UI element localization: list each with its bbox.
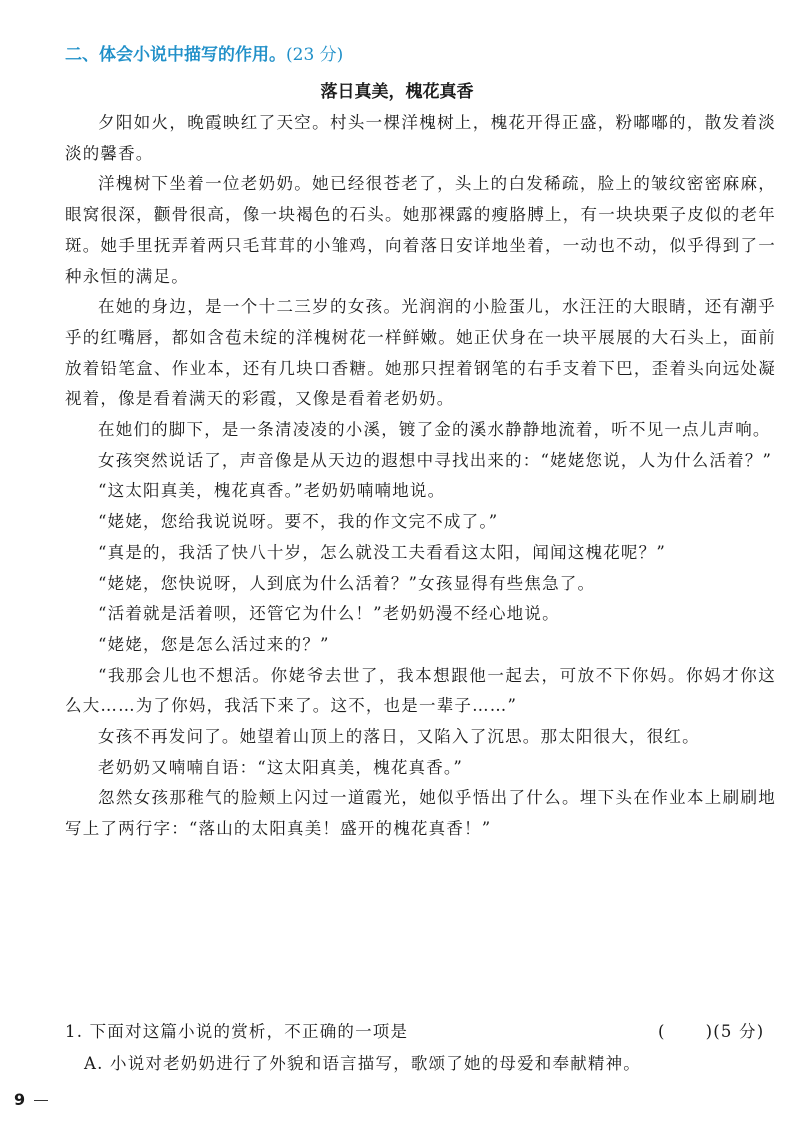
paragraph: 在她们的脚下，是一条清凌凌的小溪，镀了金的溪水静静地流着，听不见一点儿声响。: [98, 420, 771, 440]
paragraph: 忽然女孩那稚气的脸颊上闪过一道霞光，她似乎悟出了什么。埋下头在作业本上刷刷地写上了两行字：“落山的太阳真美！盛开的槐花真香！”: [65, 788, 776, 839]
question-text: 1. 下面对这篇小说的赏析，不正确的一项是: [65, 1022, 409, 1041]
paragraph: “姥姥，您快说呀，人到底为什么活着？”女孩显得有些焦急了。: [98, 573, 596, 593]
paragraph: 夕阳如火，晚霞映红了天空。村头一棵洋槐树上，槐花开得正盛，粉嘟嘟的，散发着淡淡的馨香。: [65, 113, 776, 163]
paragraph: 女孩不再发问了。她望着山顶上的落日，又陷入了沉思。那太阳很大，很红。: [98, 727, 700, 747]
paragraph: “真是的，我活了快八十岁，怎么就没工夫看看这太阳，闻闻这槐花呢？”: [98, 542, 666, 562]
question-score: (5 分): [713, 1022, 765, 1041]
section-score: (23 分): [286, 45, 344, 65]
paragraph: “我那会儿也不想活。你姥爷去世了，我本想跟他一起去，可放不下你妈。你妈才你这么大……为了你妈，我活下来了。这不，也是一辈子……”: [65, 665, 776, 716]
paragraph: 老奶奶又喃喃自语：“这太阳真美，槐花真香。”: [98, 757, 464, 777]
paragraph: “这太阳真美，槐花真香。”老奶奶喃喃地说。: [98, 481, 446, 501]
option-a: A. 小说对老奶奶进行了外貌和语言描写，歌颂了她的母爱和奉献精神。: [84, 1054, 642, 1073]
paragraph: 女孩突然说话了，声音像是从天边的遐想中寻找出来的：“姥姥您说，人为什么活着？”: [98, 450, 773, 470]
paragraph: 洋槐树下坐着一位老奶奶。她已经很苍老了，头上的白发稀疏，脸上的皱纹密密麻麻，眼窝很深，颧骨很高，像一块褐色的石头。她那裸露的瘦胳膊上，有一块块栗子皮似的老年斑。她手里抚弄着两只毛茸茸的小雏鸡，向着落日安详地坐着，一动也不动，似乎得到了一种永恒的满足。: [65, 174, 776, 286]
section-heading-text: 二、体会小说中描写的作用。: [65, 45, 286, 65]
paragraph: “活着就是活着呗，还管它为什么！”老奶奶漫不经心地说。: [98, 604, 560, 624]
story-body: [65, 108, 776, 845]
section-heading: [65, 40, 343, 65]
answer-paren-close: ): [705, 1022, 714, 1041]
paragraph: “姥姥，您是怎么活过来的？”: [98, 634, 330, 654]
answer-paren-open: (: [658, 1022, 666, 1041]
page-number-dash: [34, 1100, 48, 1101]
paragraph: “姥姥，您给我说说呀。要不，我的作文完不成了。”: [98, 512, 499, 532]
question-1: [65, 1018, 776, 1046]
answer-blank[interactable]: [658, 1018, 764, 1046]
story-title: 落日真美，槐花真香: [320, 82, 474, 102]
page-number: 9: [14, 1090, 26, 1109]
paragraph: 在她的身边，是一个十二三岁的女孩。光润润的小脸蛋儿，水汪汪的大眼睛，还有潮乎乎的红嘴唇，都如含苞未绽的洋槐树花一样鲜嫩。她正伏身在一块平展展的大石头上，面前放着铅笔盒、作业本，还有几块口香糖。她那只捏着钢笔的右手支着下巴，歪着头向远处凝视着，像是看着满天的彩霞，又像是看着老奶奶。: [65, 297, 776, 409]
